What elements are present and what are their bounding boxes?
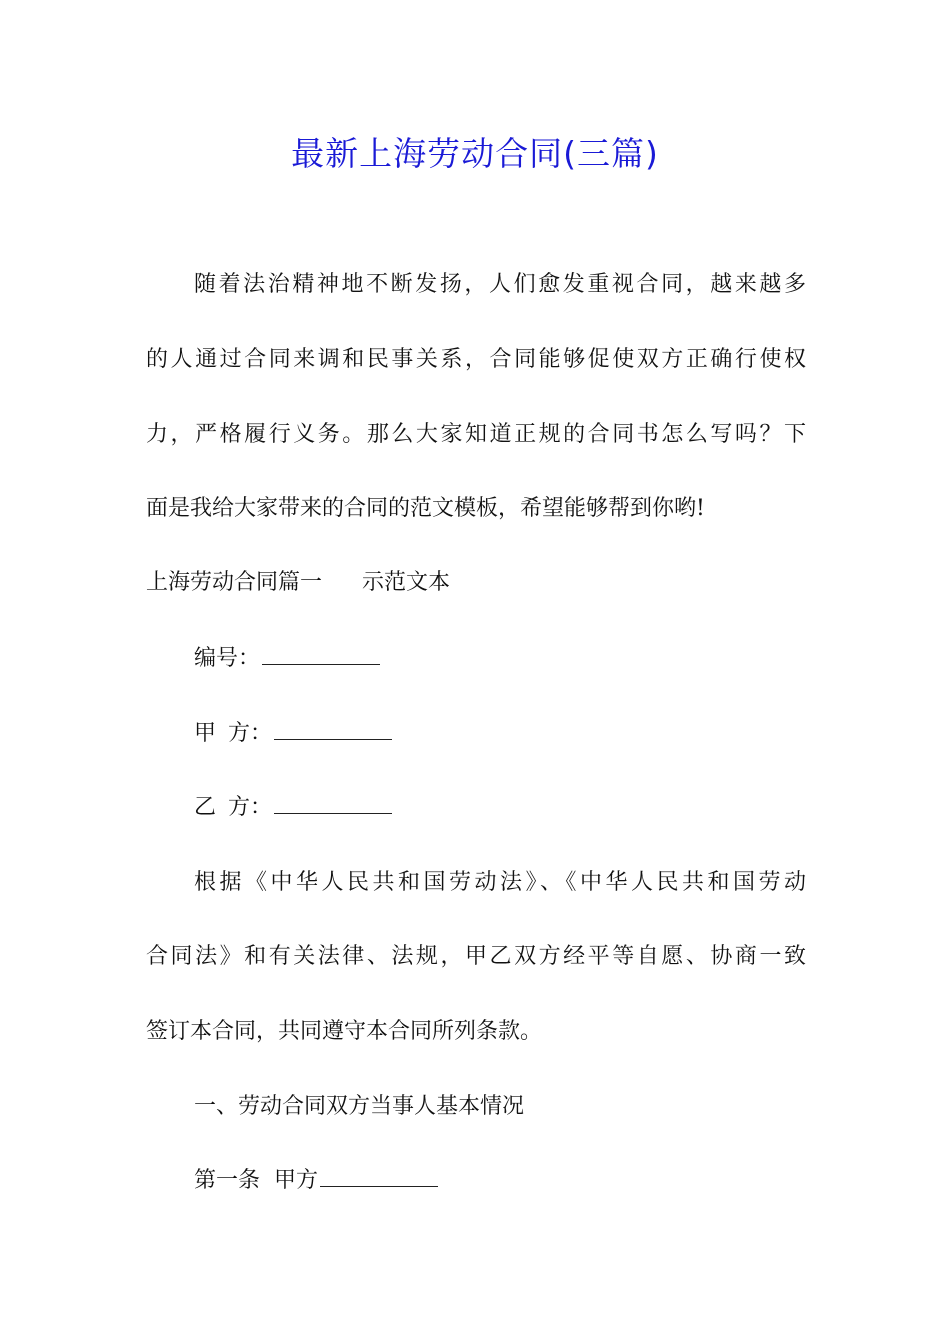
party-b-field bbox=[194, 793, 806, 823]
document-title: 最新上海劳动合同(三篇) bbox=[291, 134, 659, 173]
basis-line-1: 根据《中华人民共和国劳动法》、《中华人民共和国劳动 bbox=[194, 870, 806, 895]
party-a-field bbox=[194, 719, 806, 749]
article-one-blank bbox=[320, 1166, 438, 1187]
party-b-label-1: 乙 bbox=[194, 795, 229, 820]
article-one-label: 第一条 甲方 bbox=[194, 1168, 318, 1193]
party-a-blank bbox=[274, 719, 392, 740]
article-one bbox=[194, 1166, 806, 1196]
party-a-label-1: 甲 bbox=[194, 721, 229, 746]
party-b-blank bbox=[274, 793, 392, 814]
intro-line-3: 力，严格履行义务。那么大家知道正规的合同书怎么写吗？下 bbox=[146, 422, 806, 447]
number-label: 编号： bbox=[194, 646, 261, 671]
intro-line-2: 的人通过合同来调和民事关系，合同能够促使双方正确行使权 bbox=[146, 347, 806, 372]
intro-line-1: 随着法治精神地不断发扬，人们愈发重视合同，越来越多 bbox=[194, 272, 806, 297]
party-b-label-2: 方： bbox=[228, 795, 273, 820]
number-field bbox=[194, 644, 806, 674]
intro-line-4: 面是我给大家带来的合同的范文模板，希望能够帮到你哟! bbox=[146, 496, 705, 521]
basis-line-2: 合同法》和有关法律、法规，甲乙双方经平等自愿、协商一致 bbox=[146, 944, 806, 969]
section-heading-name: 上海劳动合同篇一 bbox=[146, 570, 323, 595]
chapter-one-heading: 一、劳动合同双方当事人基本情况 bbox=[194, 1094, 525, 1119]
number-blank bbox=[262, 644, 380, 665]
section-heading-subtitle: 示范文本 bbox=[362, 570, 451, 595]
section-heading bbox=[146, 568, 806, 598]
basis-line-3: 签订本合同，共同遵守本合同所列条款。 bbox=[146, 1019, 543, 1044]
party-a-label-2: 方： bbox=[228, 721, 273, 746]
